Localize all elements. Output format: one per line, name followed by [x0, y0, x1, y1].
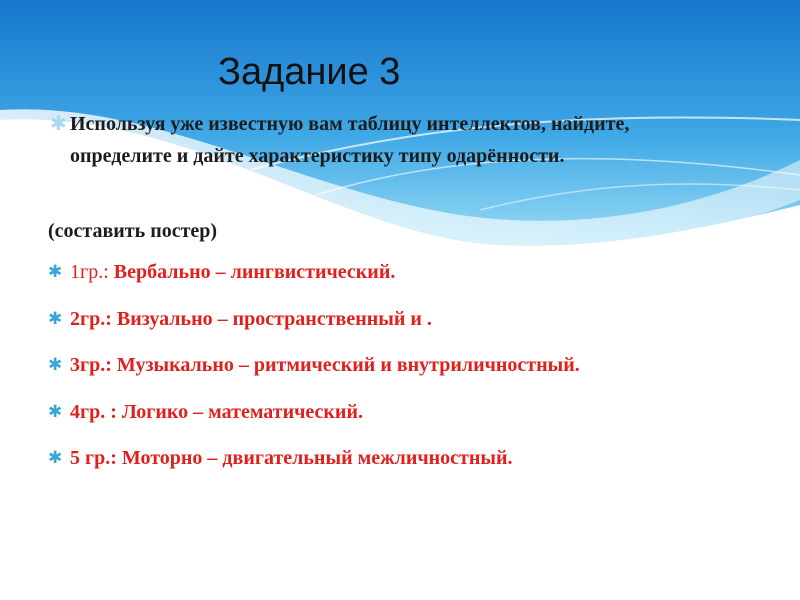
group-label: 1гр.:	[70, 261, 114, 283]
group-text: Моторно – двигательный межличностный.	[121, 447, 513, 469]
star-bullet-icon: ✱	[48, 262, 63, 281]
group-text: Визуально – пространственный и .	[116, 307, 432, 330]
group-text: Логико – математический.	[121, 400, 363, 423]
star-bullet-icon: ✱	[48, 355, 63, 374]
list-item	[48, 305, 768, 352]
intro-text: Используя уже известную вам таблицу интеллектов, найдите, определите и дайте характеристику типу одарённости.	[70, 113, 630, 167]
group-label: 3гр.:	[70, 354, 117, 376]
list-item	[48, 444, 768, 491]
poster-note: (составить постер)	[48, 220, 218, 242]
groups-list	[48, 258, 768, 491]
group-label: 5 гр.:	[70, 447, 122, 469]
slide-title: Задание 3	[218, 51, 401, 93]
list-item	[48, 351, 768, 398]
group-text: Музыкально – ритмический и внутриличностный.	[116, 354, 580, 376]
group-label: 4гр. :	[70, 400, 122, 423]
group-text: Вербально – лингвистический.	[113, 261, 396, 283]
star-bullet-icon: ✱	[48, 401, 63, 421]
list-item	[48, 258, 768, 305]
star-bullet-icon: ✱	[48, 448, 63, 467]
star-bullet-icon: ✱	[48, 308, 63, 328]
list-item	[48, 398, 768, 445]
star-bullet-icon: ✱	[50, 113, 67, 135]
group-label: 2гр.:	[70, 307, 117, 330]
